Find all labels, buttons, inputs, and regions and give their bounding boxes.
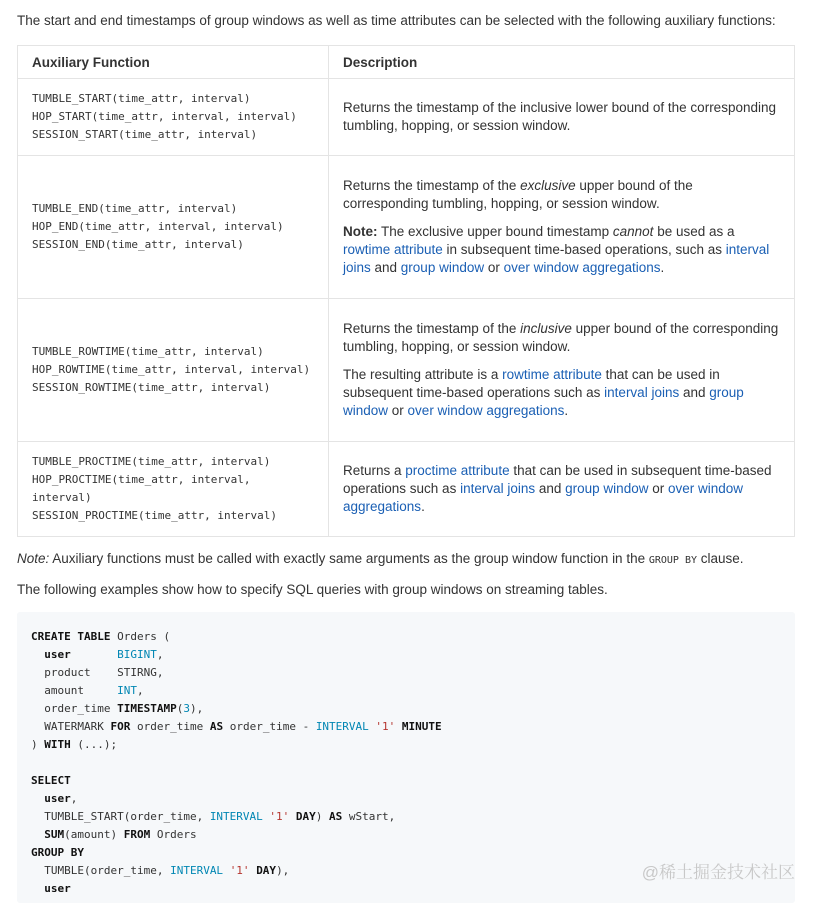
text-span: Returns the timestamp of the: [343, 321, 521, 336]
function-signature: HOP_END(time_attr, interval, interval): [32, 220, 284, 233]
code-line: [31, 754, 781, 772]
description-text: [343, 320, 780, 356]
code-token: [71, 648, 117, 661]
table-row: [18, 79, 795, 156]
text-span: in subsequent time-based operations, such as: [442, 242, 726, 257]
function-signature: TUMBLE_ROWTIME(time_attr, interval): [32, 345, 264, 358]
link-rowtime-attribute[interactable]: rowtime attribute: [343, 242, 443, 257]
code-line: [31, 826, 781, 844]
function-signatures: [18, 79, 329, 156]
table-row: [18, 442, 795, 537]
code-token: SELECT: [31, 774, 71, 787]
function-signature: TUMBLE_END(time_attr, interval): [32, 202, 238, 215]
code-token: INTERVAL: [209, 810, 263, 823]
code-token: '1': [229, 864, 250, 877]
link-over-window-aggregations[interactable]: over window aggregations: [343, 481, 744, 514]
code-line: [31, 790, 781, 808]
code-token: [223, 864, 230, 877]
code-token: INTERVAL: [315, 720, 369, 733]
code-token: user: [44, 882, 71, 895]
code-token: (: [176, 702, 184, 715]
code-token: ,: [70, 792, 78, 805]
code-token: wStart,: [342, 810, 396, 823]
code-token: [31, 882, 44, 895]
function-signatures: [18, 299, 329, 442]
code-token: AS: [209, 720, 224, 733]
text-span: upper bound of the corresponding tumbling, hopping, or session window.: [343, 178, 693, 211]
code-token: order_time: [31, 702, 118, 715]
text-span: be used as a: [653, 224, 735, 239]
code-token: DAY: [256, 864, 277, 877]
text-span: and: [370, 260, 401, 275]
link-group-window[interactable]: group window: [565, 481, 649, 496]
inline-code: GROUP BY: [648, 555, 698, 566]
code-line: [31, 682, 781, 700]
function-signature: SESSION_ROWTIME(time_attr, interval): [32, 381, 271, 394]
note-paragraph: [17, 550, 744, 570]
code-token: TUMBLE(order_time,: [31, 864, 171, 877]
header-description: Description: [329, 46, 795, 79]
code-token: MINUTE: [401, 720, 442, 733]
table-row: [18, 156, 795, 299]
code-token: '1': [375, 720, 396, 733]
function-description: [329, 299, 795, 442]
auxiliary-functions-table: [17, 45, 795, 537]
code-token: ),: [276, 864, 290, 877]
link-proctime-attribute[interactable]: proctime attribute: [405, 463, 510, 478]
text-span: The resulting attribute is a: [343, 367, 503, 382]
description-text: Returns the timestamp of the inclusive lower bound of the corresponding tumbling, hopping, or session window.: [343, 100, 776, 133]
code-token: order_time -: [223, 720, 316, 733]
code-token: FROM: [123, 828, 151, 841]
code-token: ),: [189, 702, 204, 715]
code-token: '1': [269, 810, 290, 823]
code-token: TUMBLE_START(order_time,: [31, 810, 210, 823]
code-token: SUM: [44, 828, 65, 841]
link-over-window-aggregations[interactable]: over window aggregations: [503, 260, 661, 275]
function-signature: interval): [32, 491, 92, 504]
function-signature: HOP_START(time_attr, interval, interval): [32, 110, 297, 123]
link-interval-joins[interactable]: interval joins: [604, 385, 680, 400]
code-token: ,: [156, 648, 164, 661]
emphasis-text: exclusive: [520, 178, 576, 193]
examples-intro: The following examples show how to specify SQL queries with group windows on streaming tables.: [17, 582, 608, 597]
text-span: .: [660, 260, 665, 275]
description-text: [343, 177, 780, 213]
function-signature: SESSION_END(time_attr, interval): [32, 238, 244, 251]
code-token: BIGINT: [117, 648, 157, 661]
text-span: The exclusive upper bound timestamp: [377, 224, 613, 239]
text-span: and: [535, 481, 566, 496]
code-token: DAY: [295, 810, 316, 823]
code-token: [31, 648, 44, 661]
code-token: ): [315, 810, 330, 823]
code-token: CREATE TABLE: [31, 630, 111, 643]
link-group-window[interactable]: group window: [343, 385, 744, 418]
code-token: product STIRNG,: [31, 666, 164, 679]
text-span: that can be used in subsequent time-based operations such as: [343, 463, 772, 496]
link-interval-joins[interactable]: interval joins: [343, 242, 770, 275]
link-group-window[interactable]: group window: [400, 260, 485, 275]
code-token: order_time: [130, 720, 210, 733]
emphasis-text: cannot: [612, 224, 654, 239]
function-description: [329, 442, 795, 537]
code-token: (amount): [64, 828, 124, 841]
code-token: [395, 720, 402, 733]
code-token: [31, 792, 44, 805]
code-line: [31, 646, 781, 664]
link-over-window-aggregations[interactable]: over window aggregations: [407, 403, 565, 418]
function-description: [329, 156, 795, 299]
code-line: [31, 772, 781, 790]
code-token: WATERMARK: [31, 720, 111, 733]
code-token: INT: [117, 684, 137, 697]
code-line: [31, 808, 781, 826]
text-span: or: [484, 260, 504, 275]
function-description: [329, 79, 795, 156]
link-interval-joins[interactable]: interval joins: [460, 481, 536, 496]
function-signatures: [18, 442, 329, 537]
code-token: TIMESTAMP: [117, 702, 177, 715]
link-rowtime-attribute[interactable]: rowtime attribute: [502, 367, 602, 382]
code-line: [31, 700, 781, 718]
function-signature: HOP_ROWTIME(time_attr, interval, interval): [32, 363, 311, 376]
intro-paragraph: The start and end timestamps of group windows as well as time attributes can be selected with the following auxiliary functions:: [17, 13, 776, 28]
note-label: Note:: [343, 224, 378, 239]
function-signature: TUMBLE_START(time_attr, interval): [32, 92, 251, 105]
note-label: Note:: [17, 551, 50, 566]
code-token: FOR: [110, 720, 131, 733]
code-token: GROUP BY: [31, 846, 84, 859]
code-token: user: [44, 792, 71, 805]
code-line: [31, 718, 781, 736]
function-signatures: [18, 156, 329, 299]
text-span: .: [421, 499, 425, 514]
code-token: 3: [183, 702, 190, 715]
note-text: [343, 223, 780, 277]
code-token: [31, 828, 44, 841]
table-header-row: [18, 46, 795, 79]
text-span: .: [564, 403, 569, 418]
function-signature: SESSION_PROCTIME(time_attr, interval): [32, 509, 278, 522]
code-token: [289, 810, 296, 823]
description-text: [343, 462, 780, 516]
text-span: upper bound of the corresponding tumbling, hopping, or session window.: [343, 321, 779, 354]
code-line: [31, 736, 781, 754]
code-line: [31, 664, 781, 682]
function-signature: TUMBLE_PROCTIME(time_attr, interval): [32, 455, 271, 468]
text-span: Returns a: [343, 463, 406, 478]
function-signature: SESSION_START(time_attr, interval): [32, 128, 258, 141]
code-token: user: [44, 648, 71, 661]
text-span: that can be used in subsequent time-based operations such as: [343, 367, 720, 400]
code-token: WITH: [44, 738, 71, 751]
code-token: Orders: [150, 828, 197, 841]
text-span: or: [388, 403, 408, 418]
text-span: and: [679, 385, 710, 400]
code-token: AS: [329, 810, 343, 823]
description-text: [343, 366, 780, 420]
text-span: clause.: [697, 551, 744, 566]
code-line: [31, 628, 781, 646]
table-row: [18, 299, 795, 442]
emphasis-text: inclusive: [520, 321, 572, 336]
text-span: Returns the timestamp of the: [343, 178, 521, 193]
text-span: or: [648, 481, 668, 496]
site-watermark: @稀土掘金技术社区: [641, 863, 795, 882]
code-token: (...);: [70, 738, 118, 751]
code-token: ,: [136, 684, 144, 697]
code-token: INTERVAL: [170, 864, 224, 877]
code-token: amount: [31, 684, 118, 697]
text-span: Auxiliary functions must be called with exactly same arguments as the group window function in the: [49, 551, 649, 566]
code-token: ): [31, 738, 45, 751]
code-token: Orders (: [110, 630, 171, 643]
header-auxiliary-function: Auxiliary Function: [18, 46, 329, 79]
function-signature: HOP_PROCTIME(time_attr, interval,: [32, 473, 251, 486]
